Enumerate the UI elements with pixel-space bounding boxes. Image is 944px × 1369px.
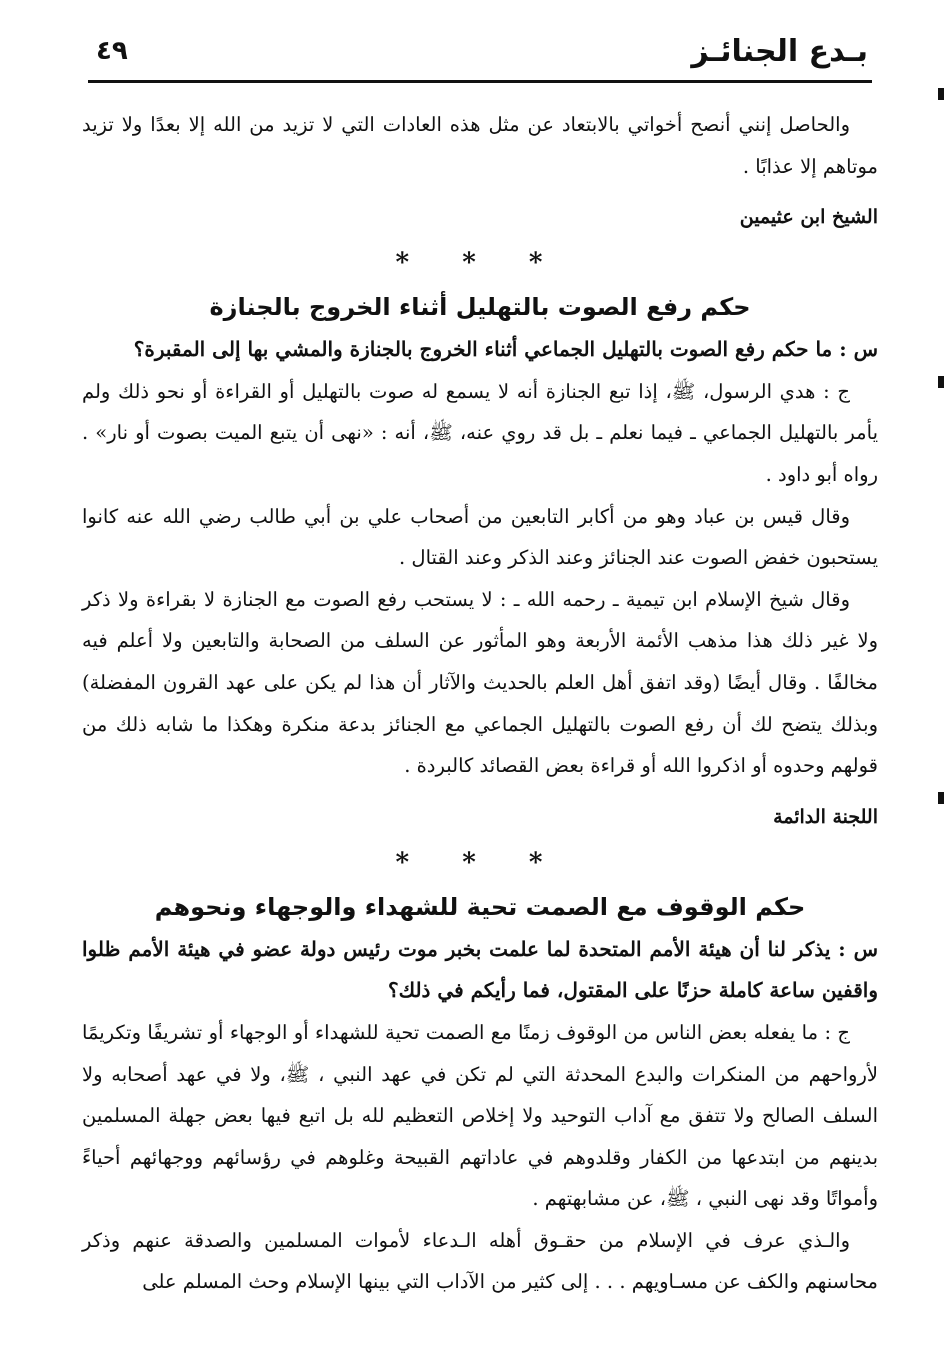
section-divider: * * *: [395, 248, 565, 279]
question-tahlil: س : ما حكم رفع الصوت بالتهليل الجماعي أثناء الخروج بالجنازة والمشي بها إلى المقبرة؟: [133, 337, 878, 362]
page-number: ٤٩: [96, 36, 128, 66]
signature-permanent-committee: اللجنة الدائمة: [773, 805, 878, 828]
page-body: [82, 104, 878, 1303]
paragraph-islamic-rights: والـذي عرف في الإسلام من حقـوق أهله الـدعاء لأموات المسلمين والصدقة عنهم وذكر محاسنهم والكف عن مسـاويهم . . . إلى كثير من الآداب التي بينها الإسلام وحث المسلم على: [82, 1228, 878, 1294]
answer-silence: ج : ما يفعله بعض الناس من الوقوف زمنًا مع الصمت تحية للشهداء أو الوجهاء أو تشريفًا وتكريمًا لأرواحهم من المنكرات والبدع المحدثة التي لم تكن في عهد النبي ، ﷺ، ولا في عهد أصحابه ولا السلف الصالح ولا تتفق مع آداب التوحيد ولا إخلاص التعظيم لله بل اتبع فيها بعض جهلة المسلمين بدينهم من ابتدعها من الكفار وقلدوهم في عاداتهم القبيحة وغلوهم في رؤسائهم ووجهائهم أحياءً وأمواتًا وقد نهى النبي ، ﷺ، عن مشابهتهم .: [82, 1020, 878, 1211]
section-heading-silence: حكم الوقوف مع الصمت تحية للشهداء والوجهاء ونحوهم: [154, 892, 806, 921]
section-divider: * * *: [395, 847, 565, 878]
section-heading-tahlil: حكم رفع الصوت بالتهليل أثناء الخروج بالجنازة: [209, 293, 751, 322]
answer-tahlil: ج : هدي الرسول، ﷺ، إذا تبع الجنازة أنه لا يسمع له صوت بالتهليل أو القراءة أو نحو ذلك ولم يأمر بالتهليل الجماعي ـ فيما نعلم ـ بل قد روي عنه، ﷺ، أنه : «نهى أن يتبع الميت بصوت أو نار» . رواه أبو داود .: [82, 379, 878, 486]
scan-edge-mark: [938, 376, 944, 388]
page-header: [88, 28, 872, 83]
paragraph-ibn-taymiyyah: وقال شيخ الإسلام ابن تيمية ـ رحمه الله ـ : لا يستحب رفع الصوت مع الجنازة لا بقراءة ولا ذكر ولا غير ذلك هذا مذهب الأئمة الأربعة وهو المأثور عن السلف من الصحابة والتابعين ولا أعلم فيه مخالفًا . وقال أيضًا (وقد اتفق أهل العلم بالحديث والآثار أن هذا لم يكن على عهد القرون المفضلة) وبذلك يتضح لك أن رفع الصوت بالتهليل الجماعي مع الجنائز بدعة منكرة وهكذا ما شابه ذلك من قولهم وحدوه أو اذكروا الله أو قراءة بعض القصائد كالبردة .: [82, 587, 878, 778]
paragraph-conclusion: والحاصل إنني أنصح أخواتي بالابتعاد عن مثل هذه العادات التي لا تزيد من الله إلا بعدًا ولا تزيد موتاهم إلا عذابًا .: [82, 113, 878, 178]
question-silence: س : يذكر لنا أن هيئة الأمم المتحدة لما علمت بخبر موت رئيس دولة عضو في هيئة الأمم ظلوا واقفين ساعة كاملة حزنًا على المقتول، فما رأيكم في ذلك؟: [82, 936, 878, 1003]
scan-edge-mark: [938, 792, 944, 804]
signature-ibn-uthaymin: الشيخ ابن عثيمين: [739, 206, 878, 229]
paragraph-qays: وقال قيس بن عباد وهو من أكابر التابعين من أصحاب علي بن أبي طالب رضي الله عنه كانوا يستحبون خفض الصوت عند الجنائز وعند الذكر وعند القتال .: [82, 504, 878, 570]
scan-edge-mark: [938, 88, 944, 100]
running-title: بـدع الجنائـز: [691, 34, 868, 69]
